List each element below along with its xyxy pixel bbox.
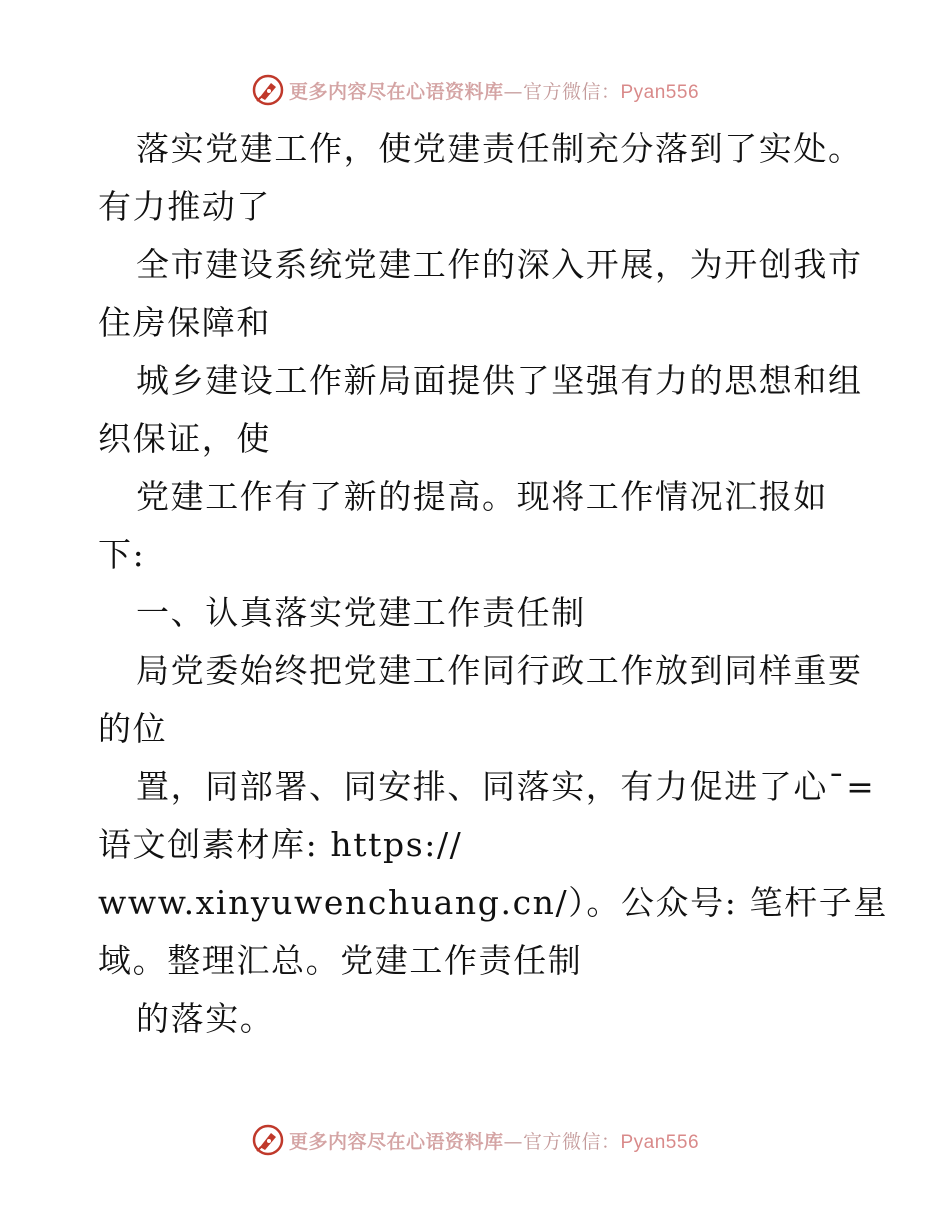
pen-nib-logo-icon <box>251 1123 285 1157</box>
watermark-label: 官方微信： <box>522 80 621 103</box>
body-line: 落实党建工作，使党建责任制充分落到了实处。 <box>136 129 863 168</box>
body-line: 有力推动了 <box>98 187 271 226</box>
watermark-dash: — <box>503 1130 523 1153</box>
footer-watermark <box>0 1120 950 1160</box>
body-line: 语文创素材库: https:// <box>98 825 463 864</box>
section-heading: 一、认真落实党建工作责任制 <box>136 593 586 632</box>
watermark-brand: 更多内容尽在心语资料库 <box>288 1130 504 1153</box>
watermark-label: 官方微信： <box>522 1130 621 1153</box>
header-watermark <box>0 70 950 110</box>
watermark-wechat-id: Pyan556 <box>620 81 700 103</box>
body-line: 住房保障和 <box>98 303 271 342</box>
body-line: 的落实。 <box>136 999 275 1038</box>
body-line: 下: <box>98 535 146 574</box>
body-line: 域。整理汇总。党建工作责任制 <box>98 941 583 980</box>
body-line: www.xinyuwenchuang.cn/）。公众号: 笔杆子星 <box>98 883 888 922</box>
watermark-brand: 更多内容尽在心语资料库 <box>288 80 504 103</box>
pen-nib-logo-icon <box>251 73 285 107</box>
watermark-wechat-id: Pyan556 <box>620 1131 700 1153</box>
body-line: 全市建设系统党建工作的深入开展，为开创我市 <box>136 245 863 284</box>
body-line: 置，同部署、同安排、同落实，有力促进了心¯= <box>136 767 876 806</box>
body-line: 织保证，使 <box>98 419 271 458</box>
body-line: 党建工作有了新的提高。现将工作情况汇报如 <box>136 477 828 516</box>
body-line: 的位 <box>98 709 168 748</box>
body-line: 城乡建设工作新局面提供了坚强有力的思想和组 <box>136 361 863 400</box>
document-body <box>98 120 888 1048</box>
body-line: 局党委始终把党建工作同行政工作放到同样重要 <box>136 651 863 690</box>
watermark-dash: — <box>503 80 523 103</box>
